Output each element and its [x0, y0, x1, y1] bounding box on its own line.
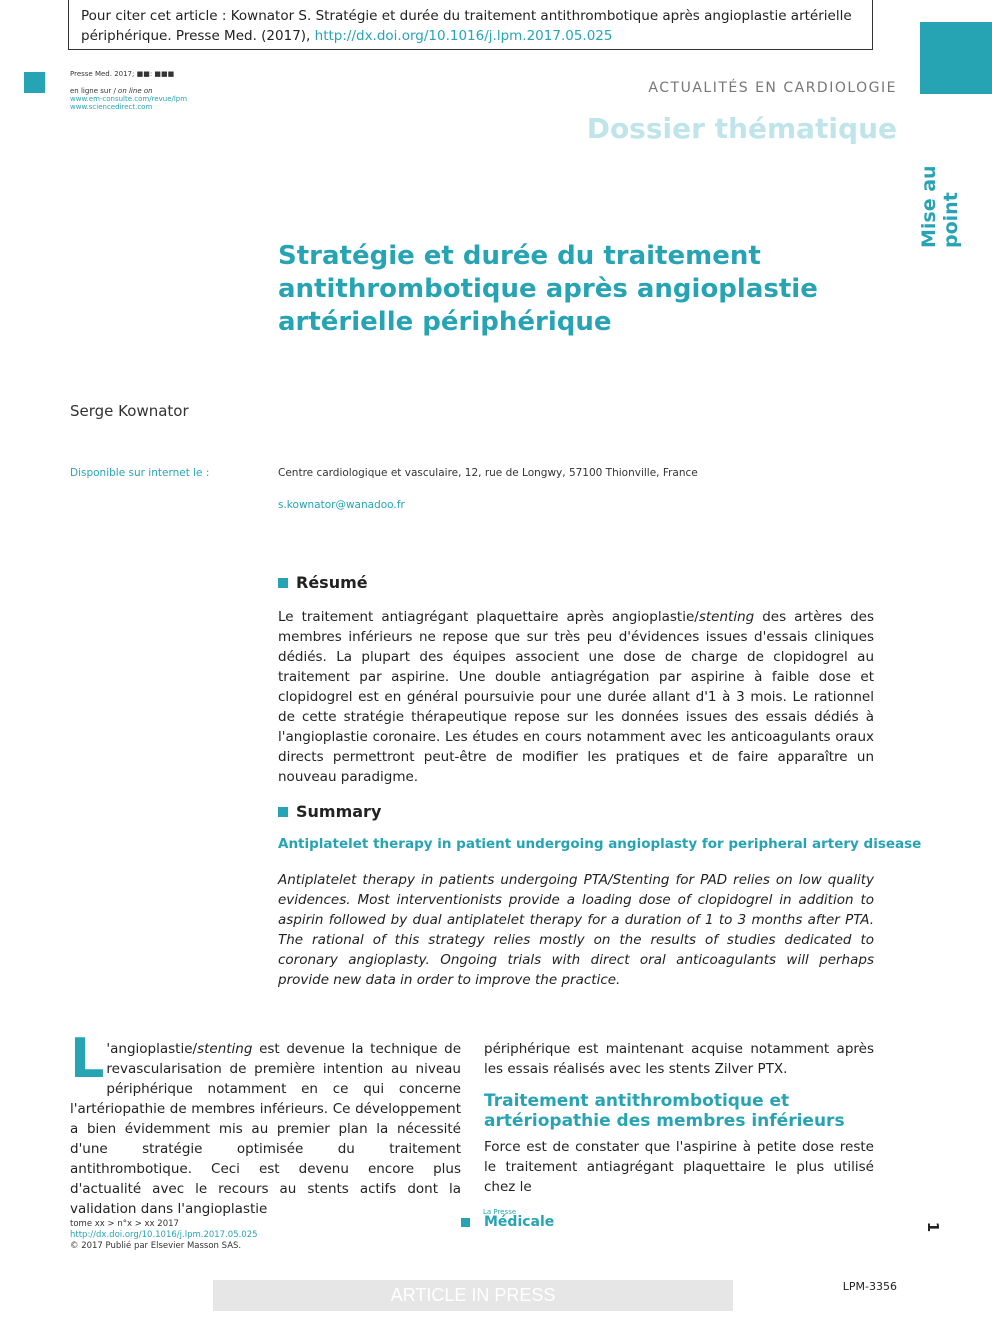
sciencedirect-link[interactable]: www.sciencedirect.com: [70, 103, 153, 111]
citation-box: [68, 0, 873, 50]
journal-logo: [461, 1208, 554, 1230]
footer-info: [70, 1219, 258, 1252]
drop-cap: L: [70, 1027, 105, 1090]
corner-accent-square: [920, 22, 992, 94]
article-title: Stratégie et durée du traitement antithrombotique après angioplastie artérielle périphérique: [278, 241, 818, 337]
resume-text-italic: stenting: [698, 609, 755, 625]
dossier-label: Dossier thématique: [586, 112, 897, 145]
journal-accent-square: [24, 72, 45, 93]
summary-body: Antiplatelet therapy in patients undergoing PTA/Stenting for PAD relies on low quality evidences. Most interventionists provide a loading dose of clopidogrel in addition to aspirin followed by dual antiplatelet therapy for a duration of 1 to 3 months after PTA. The rational of this strategy relies mostly on the results of studies dedicated to coronary angioplasty. Ongoing trials with direct oral anticoagulants will perhaps provide new data in order to improve the practice.: [278, 872, 874, 988]
em-consulte-link[interactable]: www.em-consulte.com/revue/lpm: [70, 95, 188, 103]
section-label: ACTUALITÉS EN CARDIOLOGIE: [648, 80, 897, 96]
body-right-para1: périphérique est maintenant acquise notamment après les essais réalisés avec les stents Zilver PTX.: [484, 1041, 874, 1077]
footer-issue: tome xx > n°x > xx 2017: [70, 1219, 179, 1229]
page-number-wrap: [924, 1218, 948, 1238]
logo-small-text: La Presse: [483, 1208, 517, 1216]
footer-copyright: © 2017 Publié par Elsevier Masson SAS.: [70, 1241, 242, 1251]
summary-heading: [278, 802, 381, 821]
resume-heading: [278, 573, 368, 592]
page-number: 1: [924, 1221, 943, 1233]
summary-subtitle: Antiplatelet therapy in patient undergoing angioplasty for peripheral artery disease: [278, 836, 922, 852]
logo-text: Médicale: [484, 1214, 555, 1230]
online-label-suffix: on line on: [118, 87, 153, 95]
logo-square-icon: [461, 1218, 470, 1227]
body-right-column: [484, 1039, 874, 1197]
section-heading: Traitement antithrombotique et artériopathie des membres inférieurs: [484, 1091, 845, 1131]
body-left-pre: 'angioplastie/: [106, 1041, 198, 1057]
resume-text-pre: Le traitement antiagrégant plaquettaire après angioplastie/: [278, 609, 699, 625]
online-label-prefix: en ligne sur /: [70, 87, 119, 95]
vertical-label-wrap: [918, 118, 962, 248]
footer-doi-link[interactable]: http://dx.doi.org/10.1016/j.lpm.2017.05.025: [70, 1230, 258, 1240]
available-online-label: Disponible sur internet le :: [70, 467, 210, 479]
heading-square-icon: [278, 578, 288, 588]
body-right-para2: Force est de constater que l'aspirine à petite dose reste le traitement antiagrégant plaquettaire le plus utilisé chez le: [484, 1139, 874, 1195]
article-in-press-banner: ARTICLE IN PRESS: [213, 1280, 733, 1311]
citation-text: Pour citer cet article : Kownator S. Stratégie et durée du traitement antithrombotique après angioplastie artérielle périphérique. Presse Med. (2017),: [81, 8, 852, 44]
resume-heading-text: Résumé: [296, 573, 368, 592]
mise-au-point-label: Mise au point: [918, 165, 962, 248]
citation-doi-link[interactable]: http://dx.doi.org/10.1016/j.lpm.2017.05.025: [314, 28, 613, 44]
author-name: Serge Kownator: [70, 402, 189, 420]
author-affiliation: Centre cardiologique et vasculaire, 12, rue de Longwy, 57100 Thionville, France: [278, 467, 698, 479]
resume-text-post: des artères des membres inférieurs ne repose que sur très peu d'évidences issues d'essais cliniques dédiés. La plupart des équipes associent une dose de charge de clopidogrel au traitement par aspirine. Une double antiagrégation par aspirine à faible dose et clopidogrel est en général poursuivie pour une durée allant d'1 à 3 mois. Le rationnel de cette stratégie thérapeutique repose sur les données issues des essais dédiés à l'angioplastie coronaire. Les études en cours notamment avec les anticoagulants oraux directs permettront peut-être de modifier les pratiques et de faire apparaître un nouveau paradigme.: [278, 609, 875, 785]
author-email-link[interactable]: s.kownator@wanadoo.fr: [278, 499, 405, 511]
body-left-column: [70, 1027, 461, 1219]
body-left-italic: stenting: [197, 1041, 253, 1057]
summary-heading-text: Summary: [296, 802, 382, 821]
article-id: LPM-3356: [842, 1280, 897, 1293]
heading-square-icon: [278, 807, 288, 817]
resume-body: [278, 607, 874, 787]
body-left-post: est devenue la technique de revascularisation de première intention au niveau périphérique notamment en ce qui concerne l'artériopathie de membres inférieurs. Ce développement a bien évidemment mis au premier plan la nécessité d'une stratégie optimisée du traitement antithrombotique. Ceci est devenu encore plus d'actualité avec le recours au stents actifs dont la validation dans l'angioplastie: [70, 1041, 461, 1217]
journal-reference: Presse Med. 2017; ■■: ■■■: [70, 70, 175, 78]
